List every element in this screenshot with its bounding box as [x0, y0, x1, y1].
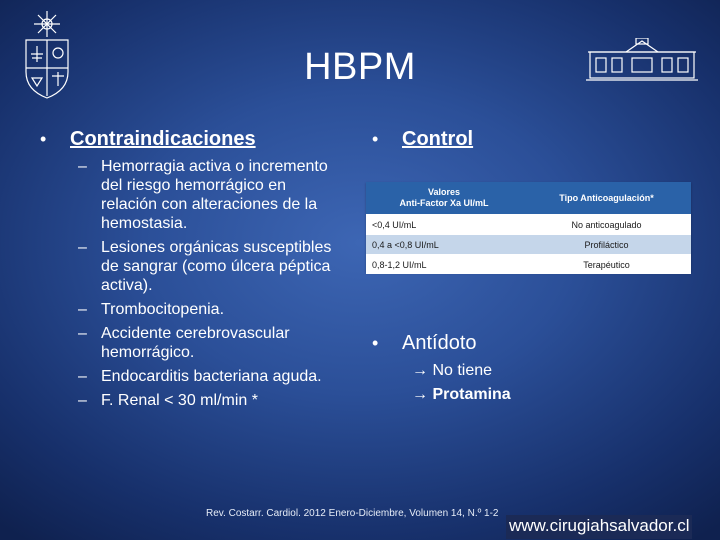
header-values: Valores Anti-Factor Xa UI/mL — [366, 182, 522, 215]
antidote-item: → No tiene — [412, 362, 493, 379]
table-row: 0,4 a <0,8 UI/mL Profiláctico — [366, 235, 691, 255]
list-item: – Hemorragia activa o incremento del riesgo hemorrágico en relación con alteraciones de la hemostasia. — [78, 158, 328, 232]
list-item: – Endocarditis bacteriana aguda. — [78, 368, 322, 385]
slide-title: HBPM — [304, 46, 416, 88]
citation: Rev. Costarr. Cardiol. 2012 Enero-Diciembre, Volumen 14, N.º 1-2 — [206, 508, 499, 519]
bullet: • — [40, 129, 47, 149]
bullet: • — [372, 333, 379, 353]
website-link[interactable]: www.cirugiahsalvador.cl — [506, 515, 692, 539]
control-section — [372, 128, 702, 151]
contraindications-heading: Contraindicaciones — [70, 128, 256, 150]
anti-xa-table — [366, 182, 691, 272]
list-item: – Lesiones orgánicas susceptibles de sangrar (como úlcera péptica activa). — [78, 239, 332, 294]
contraindications-list — [40, 157, 340, 410]
list-item: – F. Renal < 30 ml/min * — [78, 392, 258, 409]
header-anticoag-type: Tipo Anticoagulación* — [522, 182, 691, 215]
table-row: <0,4 UI/mL No anticoagulado — [366, 215, 691, 235]
contraindications-section — [40, 128, 340, 415]
bullet: • — [372, 129, 379, 149]
hospital-building-logo — [586, 38, 698, 87]
list-item: – Accidente cerebrovascular hemorrágico. — [78, 325, 290, 361]
antidote-item: → Protamina — [412, 386, 511, 403]
list-item: – Trombocitopenia. — [78, 301, 225, 318]
arrow-icon: → — [412, 362, 428, 379]
arrow-icon: → — [412, 386, 428, 403]
table-row: 0,8-1,2 UI/mL Terapéutico — [366, 255, 691, 275]
antidote-heading: Antídoto — [402, 332, 477, 354]
antidote-section — [372, 332, 702, 407]
control-heading: Control — [402, 128, 474, 150]
table-header-row — [366, 182, 691, 215]
